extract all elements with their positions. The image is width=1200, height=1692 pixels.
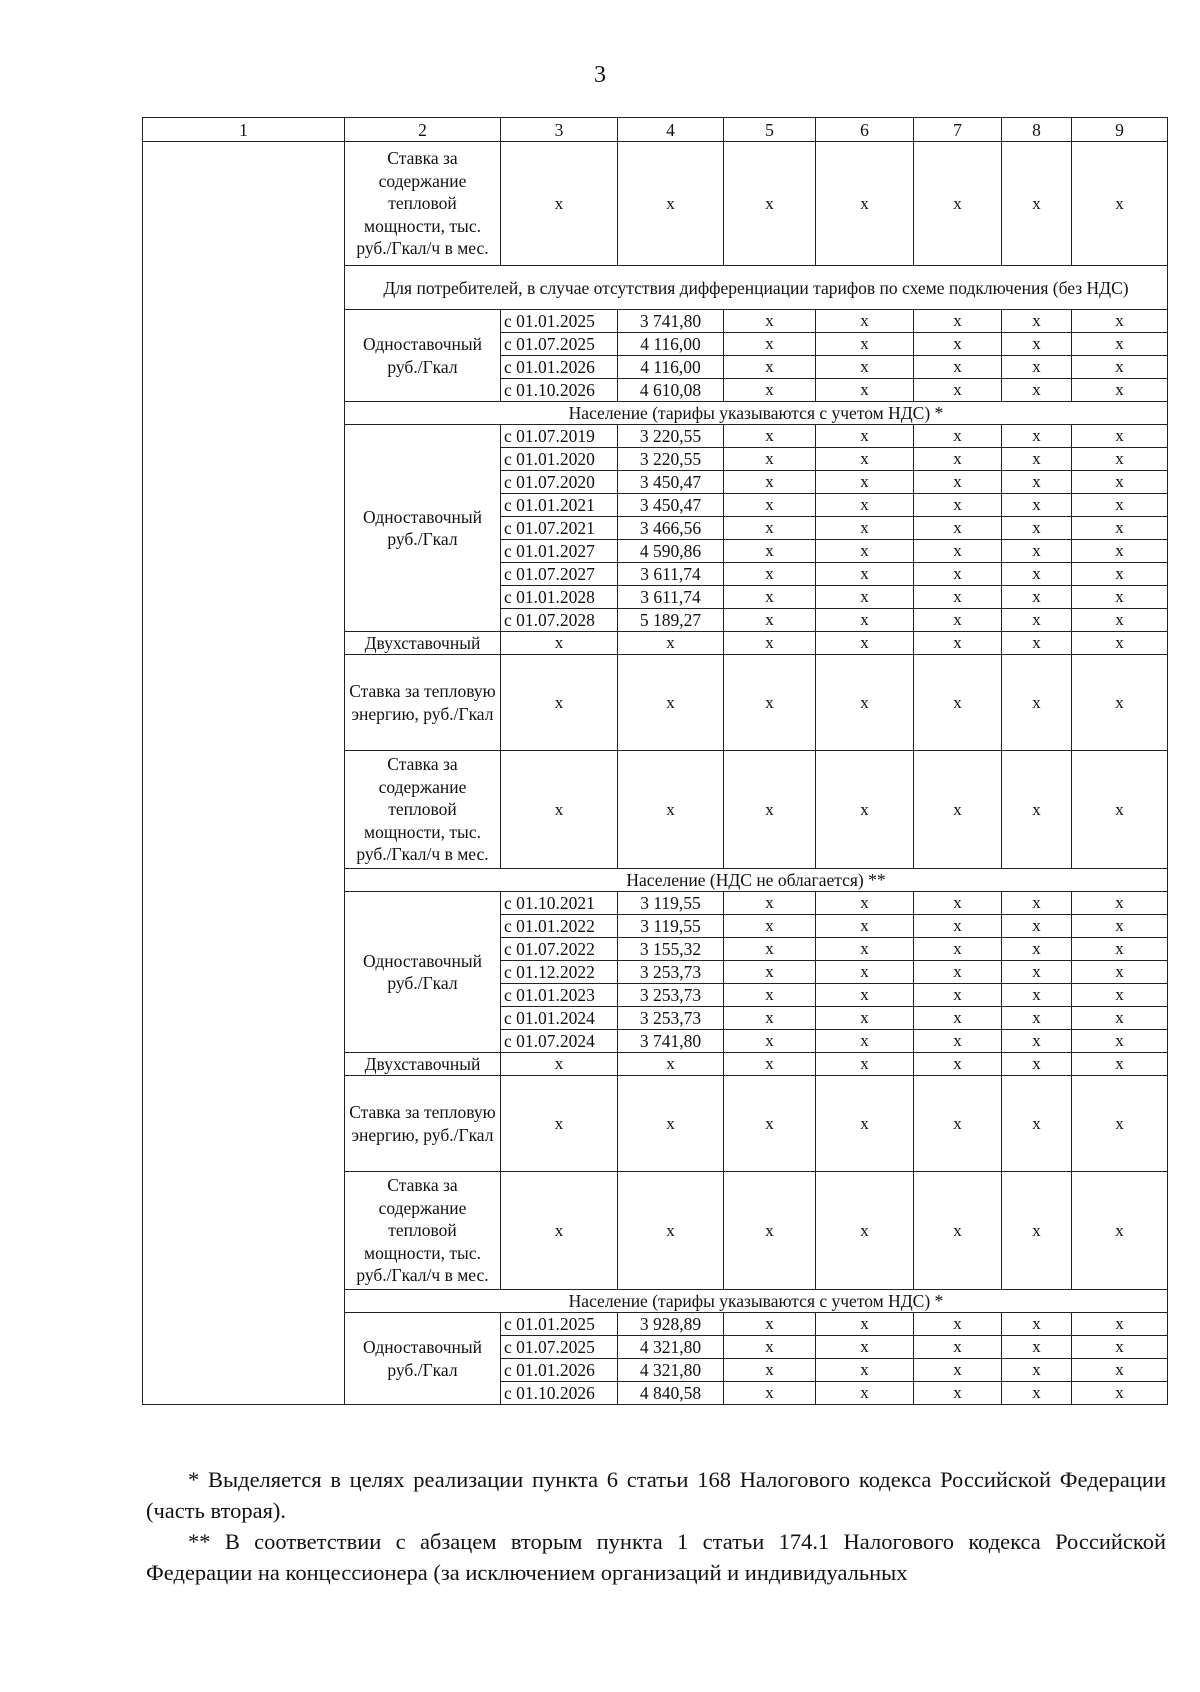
x-cell: x	[914, 892, 1002, 915]
x-cell: x	[724, 1172, 816, 1290]
section-header: Население (тарифы указываются с учетом НДС) *	[345, 1290, 1168, 1313]
date-cell: с 01.07.2028	[501, 609, 618, 632]
x-cell: x	[914, 379, 1002, 402]
value-cell: 3 450,47	[618, 471, 724, 494]
x-cell: x	[1002, 1382, 1072, 1405]
x-cell: x	[1002, 540, 1072, 563]
row-label: Ставка за содержание тепловой мощности, тыс. руб./Гкал/ч в мес.	[345, 1172, 501, 1290]
x-cell: x	[724, 1382, 816, 1405]
value-cell: 3 253,73	[618, 961, 724, 984]
x-cell: x	[816, 961, 914, 984]
x-cell: x	[914, 333, 1002, 356]
x-cell: x	[816, 892, 914, 915]
x-cell: x	[816, 310, 914, 333]
x-cell: x	[914, 1382, 1002, 1405]
date-cell: с 01.07.2020	[501, 471, 618, 494]
x-cell: x	[1072, 540, 1168, 563]
x-cell: x	[914, 310, 1002, 333]
x-cell: x	[1072, 1313, 1168, 1336]
value-cell: 4 321,80	[618, 1359, 724, 1382]
date-cell: с 01.07.2024	[501, 1030, 618, 1053]
x-cell: x	[914, 1313, 1002, 1336]
x-cell: x	[1072, 1053, 1168, 1076]
date-cell: с 01.07.2019	[501, 425, 618, 448]
x-cell: x	[1002, 984, 1072, 1007]
x-cell: x	[1072, 333, 1168, 356]
date-cell: с 01.01.2027	[501, 540, 618, 563]
x-cell: x	[816, 494, 914, 517]
x-cell: x	[816, 1076, 914, 1172]
x-cell: x	[816, 751, 914, 869]
x-cell: x	[816, 1382, 914, 1405]
x-cell: x	[501, 655, 618, 751]
x-cell: x	[816, 938, 914, 961]
x-cell: x	[816, 1007, 914, 1030]
value-cell: 3 119,55	[618, 915, 724, 938]
value-cell: 3 253,73	[618, 984, 724, 1007]
x-cell: x	[914, 517, 1002, 540]
x-cell: x	[724, 1313, 816, 1336]
x-cell: x	[816, 379, 914, 402]
row-label: Одноставочный руб./Гкал	[345, 1313, 501, 1405]
date-cell: с 01.01.2020	[501, 448, 618, 471]
value-cell: 3 119,55	[618, 892, 724, 915]
x-cell: x	[1002, 1053, 1072, 1076]
x-cell: x	[1002, 379, 1072, 402]
x-cell: x	[816, 563, 914, 586]
value-cell: 3 611,74	[618, 586, 724, 609]
x-cell: x	[914, 448, 1002, 471]
date-cell: с 01.01.2025	[501, 1313, 618, 1336]
value-cell: 4 610,08	[618, 379, 724, 402]
x-cell: x	[618, 632, 724, 655]
x-cell: x	[618, 1053, 724, 1076]
footnote-2: ** В соответствии с абзацем вторым пункта 1 статьи 174.1 Налогового кодекса Российской Федерации на концессионера (за исключением организаций и индивидуальных	[146, 1529, 1166, 1585]
x-cell: x	[1072, 517, 1168, 540]
page-number: 3	[594, 62, 606, 88]
x-cell: x	[1002, 517, 1072, 540]
x-cell: x	[1072, 586, 1168, 609]
x-cell: x	[724, 1030, 816, 1053]
date-cell: с 01.01.2028	[501, 586, 618, 609]
header-cell: 2	[345, 118, 501, 142]
row-label: Одноставочный руб./Гкал	[345, 310, 501, 402]
value-cell: 3 220,55	[618, 425, 724, 448]
x-cell: x	[1002, 751, 1072, 869]
x-cell: x	[816, 1313, 914, 1336]
x-cell: x	[914, 1007, 1002, 1030]
date-cell: с 01.07.2022	[501, 938, 618, 961]
x-cell: x	[1072, 984, 1168, 1007]
x-cell: x	[618, 1076, 724, 1172]
x-cell: x	[816, 1359, 914, 1382]
value-cell: 4 116,00	[618, 333, 724, 356]
x-cell: x	[1072, 751, 1168, 869]
x-cell: x	[1072, 915, 1168, 938]
x-cell: x	[816, 609, 914, 632]
date-cell: с 01.01.2021	[501, 494, 618, 517]
x-cell: x	[914, 142, 1002, 266]
x-cell: x	[1072, 609, 1168, 632]
value-cell: 4 590,86	[618, 540, 724, 563]
x-cell: x	[1002, 425, 1072, 448]
row-label: Ставка за тепловую энергию, руб./Гкал	[345, 655, 501, 751]
x-cell: x	[1002, 356, 1072, 379]
x-cell: x	[1072, 961, 1168, 984]
value-cell: 3 611,74	[618, 563, 724, 586]
value-cell: 5 189,27	[618, 609, 724, 632]
x-cell: x	[914, 609, 1002, 632]
x-cell: x	[914, 1359, 1002, 1382]
value-cell: 3 253,73	[618, 1007, 724, 1030]
x-cell: x	[1072, 1172, 1168, 1290]
x-cell: x	[501, 1076, 618, 1172]
x-cell: x	[1072, 655, 1168, 751]
x-cell: x	[816, 1030, 914, 1053]
header-cell: 1	[143, 118, 345, 142]
x-cell: x	[1002, 632, 1072, 655]
header-cell: 6	[816, 118, 914, 142]
x-cell: x	[1072, 632, 1168, 655]
x-cell: x	[1002, 333, 1072, 356]
x-cell: x	[816, 586, 914, 609]
x-cell: x	[914, 494, 1002, 517]
x-cell: x	[1002, 471, 1072, 494]
x-cell: x	[914, 1336, 1002, 1359]
x-cell: x	[1072, 310, 1168, 333]
x-cell: x	[1072, 471, 1168, 494]
x-cell: x	[501, 142, 618, 266]
x-cell: x	[724, 1053, 816, 1076]
x-cell: x	[724, 586, 816, 609]
x-cell: x	[724, 356, 816, 379]
x-cell: x	[1002, 1007, 1072, 1030]
x-cell: x	[724, 142, 816, 266]
x-cell: x	[1072, 1076, 1168, 1172]
x-cell: x	[724, 1007, 816, 1030]
x-cell: x	[1002, 961, 1072, 984]
value-cell: 3 741,80	[618, 1030, 724, 1053]
x-cell: x	[1072, 1030, 1168, 1053]
date-cell: с 01.01.2026	[501, 1359, 618, 1382]
x-cell: x	[724, 540, 816, 563]
x-cell: x	[816, 333, 914, 356]
x-cell: x	[1002, 563, 1072, 586]
x-cell: x	[914, 1053, 1002, 1076]
date-cell: с 01.07.2025	[501, 1336, 618, 1359]
x-cell: x	[618, 751, 724, 869]
x-cell: x	[816, 1053, 914, 1076]
date-cell: с 01.10.2026	[501, 1382, 618, 1405]
x-cell: x	[1002, 1336, 1072, 1359]
table-row	[143, 118, 1168, 142]
date-cell: с 01.07.2025	[501, 333, 618, 356]
x-cell: x	[816, 655, 914, 751]
row-label: Двухставочный	[345, 632, 501, 655]
value-cell: 3 450,47	[618, 494, 724, 517]
x-cell: x	[1002, 1313, 1072, 1336]
x-cell: x	[501, 1053, 618, 1076]
x-cell: x	[724, 609, 816, 632]
x-cell: x	[724, 517, 816, 540]
x-cell: x	[1002, 1359, 1072, 1382]
header-cell: 9	[1072, 118, 1168, 142]
value-cell: 4 840,58	[618, 1382, 724, 1405]
date-cell: с 01.01.2025	[501, 310, 618, 333]
x-cell: x	[816, 425, 914, 448]
x-cell: x	[914, 586, 1002, 609]
x-cell: x	[724, 494, 816, 517]
x-cell: x	[724, 751, 816, 869]
date-cell: с 01.01.2026	[501, 356, 618, 379]
x-cell: x	[816, 517, 914, 540]
x-cell: x	[914, 563, 1002, 586]
x-cell: x	[1002, 915, 1072, 938]
footnote-1: * Выделяется в целях реализации пункта 6 статьи 168 Налогового кодекса Российской Федерации (часть вторая).	[146, 1467, 1166, 1523]
row-label: Ставка за тепловую энергию, руб./Гкал	[345, 1076, 501, 1172]
date-cell: с 01.10.2026	[501, 379, 618, 402]
x-cell: x	[1072, 356, 1168, 379]
header-cell: 7	[914, 118, 1002, 142]
value-cell: 4 116,00	[618, 356, 724, 379]
x-cell: x	[914, 655, 1002, 751]
x-cell: x	[724, 1336, 816, 1359]
section-header: Население (НДС не облагается) **	[345, 869, 1168, 892]
x-cell: x	[724, 310, 816, 333]
x-cell: x	[816, 915, 914, 938]
x-cell: x	[1002, 1076, 1072, 1172]
value-cell: 3 155,32	[618, 938, 724, 961]
header-cell: 5	[724, 118, 816, 142]
x-cell: x	[1072, 563, 1168, 586]
value-cell: 3 741,80	[618, 310, 724, 333]
header-cell: 3	[501, 118, 618, 142]
x-cell: x	[1072, 892, 1168, 915]
x-cell: x	[1072, 1336, 1168, 1359]
header-cell: 4	[618, 118, 724, 142]
x-cell: x	[1002, 892, 1072, 915]
x-cell: x	[724, 471, 816, 494]
row-label: Одноставочный руб./Гкал	[345, 892, 501, 1053]
x-cell: x	[1002, 1030, 1072, 1053]
x-cell: x	[501, 751, 618, 869]
x-cell: x	[1072, 425, 1168, 448]
x-cell: x	[1072, 1359, 1168, 1382]
x-cell: x	[724, 379, 816, 402]
x-cell: x	[816, 356, 914, 379]
x-cell: x	[1002, 586, 1072, 609]
x-cell: x	[724, 915, 816, 938]
x-cell: x	[1002, 142, 1072, 266]
x-cell: x	[914, 425, 1002, 448]
header-cell: 8	[1002, 118, 1072, 142]
x-cell: x	[816, 142, 914, 266]
x-cell: x	[914, 632, 1002, 655]
x-cell: x	[1072, 494, 1168, 517]
x-cell: x	[1072, 448, 1168, 471]
x-cell: x	[1072, 938, 1168, 961]
footnotes	[146, 1464, 1166, 1588]
x-cell: x	[1072, 142, 1168, 266]
x-cell: x	[914, 1172, 1002, 1290]
x-cell: x	[1072, 1382, 1168, 1405]
x-cell: x	[724, 655, 816, 751]
row-label: Ставка за содержание тепловой мощности, тыс. руб./Гкал/ч в мес.	[345, 751, 501, 869]
date-cell: с 01.12.2022	[501, 961, 618, 984]
x-cell: x	[724, 333, 816, 356]
value-cell: 3 220,55	[618, 448, 724, 471]
x-cell: x	[816, 471, 914, 494]
x-cell: x	[501, 1172, 618, 1290]
x-cell: x	[914, 915, 1002, 938]
row-label: Одноставочный руб./Гкал	[345, 425, 501, 632]
x-cell: x	[816, 632, 914, 655]
value-cell: 4 321,80	[618, 1336, 724, 1359]
x-cell: x	[914, 984, 1002, 1007]
x-cell: x	[914, 1030, 1002, 1053]
x-cell: x	[1002, 1172, 1072, 1290]
x-cell: x	[724, 563, 816, 586]
x-cell: x	[914, 540, 1002, 563]
table-row	[143, 142, 1168, 266]
x-cell: x	[724, 984, 816, 1007]
x-cell: x	[501, 632, 618, 655]
date-cell: с 01.10.2021	[501, 892, 618, 915]
x-cell: x	[618, 1172, 724, 1290]
date-cell: с 01.01.2023	[501, 984, 618, 1007]
column-1-cell	[143, 142, 345, 1405]
x-cell: x	[724, 961, 816, 984]
x-cell: x	[816, 448, 914, 471]
row-label: Двухставочный	[345, 1053, 501, 1076]
date-cell: с 01.07.2021	[501, 517, 618, 540]
x-cell: x	[1002, 494, 1072, 517]
x-cell: x	[1072, 379, 1168, 402]
date-cell: с 01.01.2024	[501, 1007, 618, 1030]
x-cell: x	[816, 1336, 914, 1359]
x-cell: x	[816, 1172, 914, 1290]
x-cell: x	[914, 1076, 1002, 1172]
x-cell: x	[724, 448, 816, 471]
x-cell: x	[914, 751, 1002, 869]
x-cell: x	[914, 938, 1002, 961]
x-cell: x	[1072, 1007, 1168, 1030]
x-cell: x	[914, 471, 1002, 494]
section-header: Для потребителей, в случае отсутствия дифференциации тарифов по схеме подключения (без НДС)	[345, 266, 1168, 310]
value-cell: 3 466,56	[618, 517, 724, 540]
tariff-table	[142, 117, 1168, 1405]
x-cell: x	[914, 356, 1002, 379]
x-cell: x	[1002, 448, 1072, 471]
x-cell: x	[816, 984, 914, 1007]
section-header: Население (тарифы указываются с учетом НДС) *	[345, 402, 1168, 425]
row-label: Ставка за содержание тепловой мощности, тыс. руб./Гкал/ч в мес.	[345, 142, 501, 266]
x-cell: x	[724, 632, 816, 655]
x-cell: x	[1002, 938, 1072, 961]
x-cell: x	[724, 1076, 816, 1172]
x-cell: x	[618, 142, 724, 266]
date-cell: с 01.01.2022	[501, 915, 618, 938]
date-cell: с 01.07.2027	[501, 563, 618, 586]
x-cell: x	[724, 425, 816, 448]
x-cell: x	[618, 655, 724, 751]
x-cell: x	[1002, 609, 1072, 632]
x-cell: x	[724, 938, 816, 961]
x-cell: x	[724, 1359, 816, 1382]
x-cell: x	[1002, 655, 1072, 751]
x-cell: x	[724, 892, 816, 915]
value-cell: 3 928,89	[618, 1313, 724, 1336]
x-cell: x	[1002, 310, 1072, 333]
x-cell: x	[816, 540, 914, 563]
x-cell: x	[914, 961, 1002, 984]
